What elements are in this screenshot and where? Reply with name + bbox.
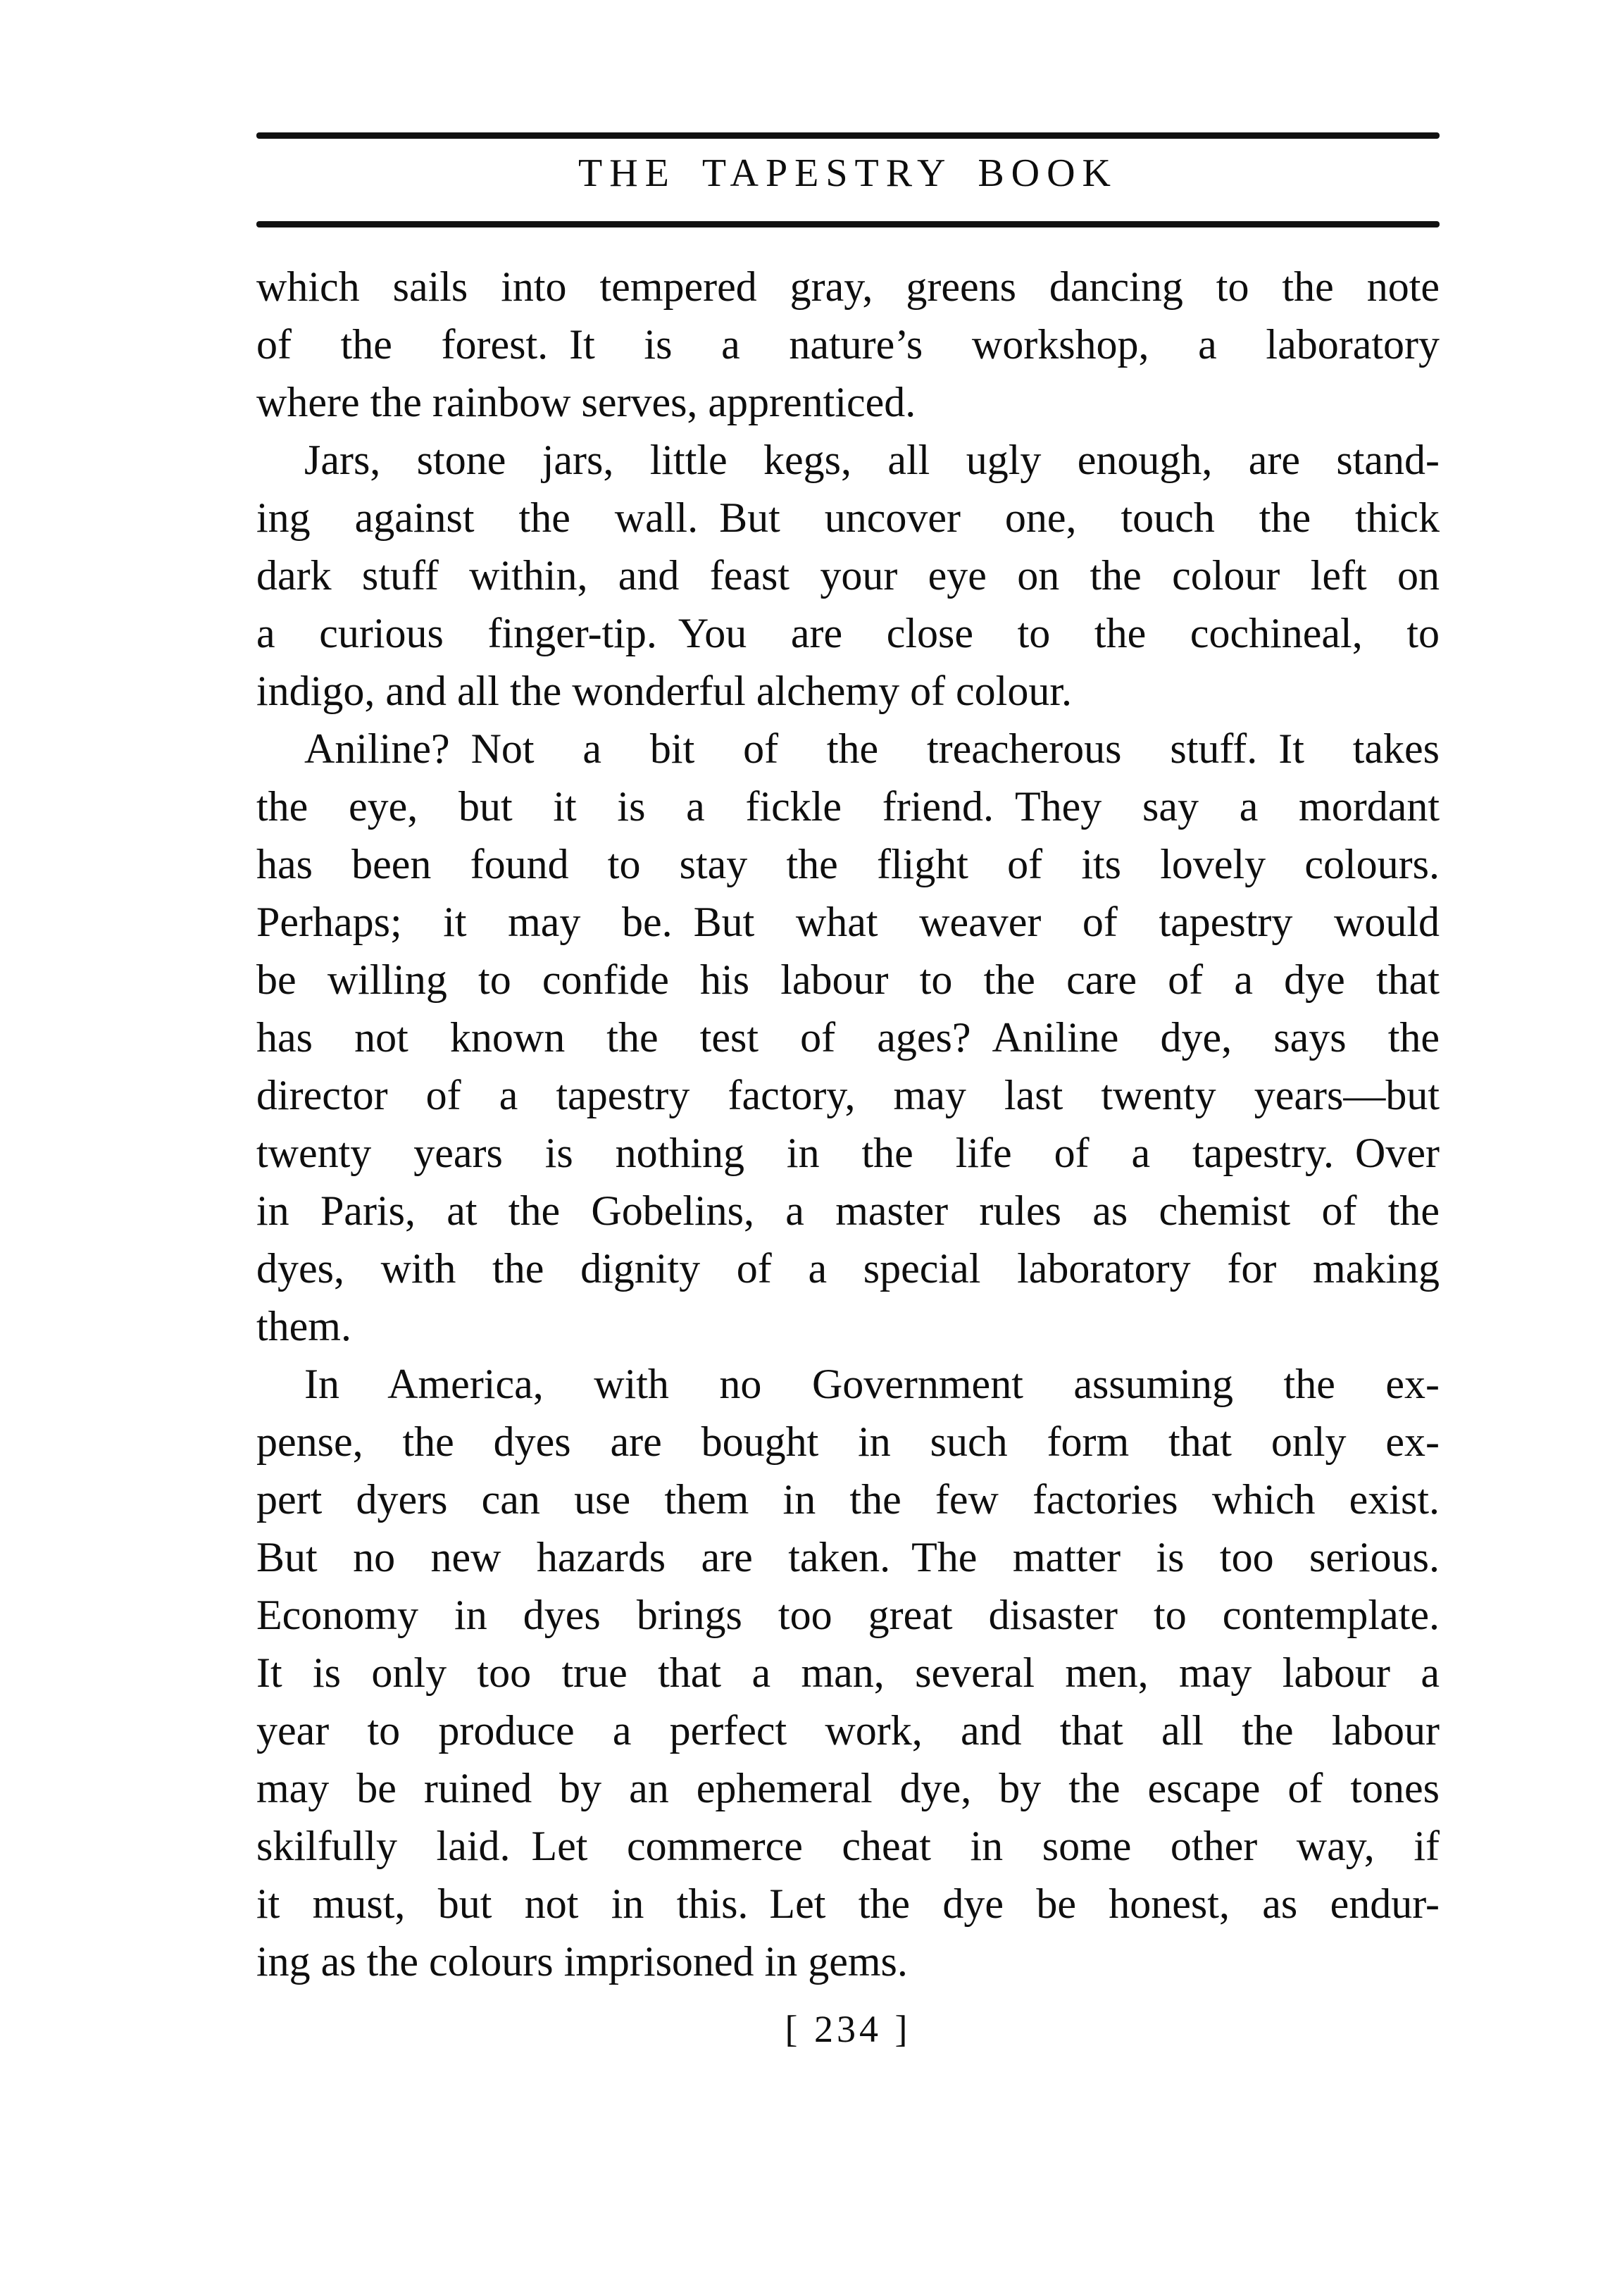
- body-line: which sails into tempered gray, greens dancing to the note: [256, 263, 1440, 310]
- header-rule-top: [256, 132, 1440, 139]
- body-line: a curious finger-tip. You are close to the cochineal, to: [256, 610, 1440, 656]
- body-line: them.: [256, 1303, 351, 1349]
- body-line: It is only too true that a man, several men, may labour a: [256, 1649, 1440, 1696]
- body-line: has been found to stay the flight of its lovely colours.: [256, 841, 1440, 887]
- body-line: Jars, stone jars, little kegs, all ugly enough, are stand-: [304, 437, 1440, 483]
- body-line: skilfully laid. Let commerce cheat in some other way, if: [256, 1823, 1440, 1869]
- body-line: pense, the dyes are bought in such form that only ex-: [256, 1418, 1440, 1465]
- body-line: of the forest. It is a nature’s workshop, a laboratory: [256, 321, 1440, 368]
- body-line: it must, but not in this. Let the dye be honest, as endur-: [256, 1880, 1440, 1927]
- body-line: twenty years is nothing in the life of a tapestry. Over: [256, 1130, 1440, 1176]
- body-line: may be ruined by an ephemeral dye, by the escape of tones: [256, 1765, 1440, 1811]
- body-line: But no new hazards are taken. The matter is too serious.: [256, 1534, 1440, 1580]
- body-line: in Paris, at the Gobelins, a master rules as chemist of the: [256, 1187, 1440, 1234]
- body-line: where the rainbow serves, apprenticed.: [256, 379, 916, 425]
- body-line: Aniline? Not a bit of the treacherous stuff. It takes: [304, 725, 1440, 772]
- running-title: THE TAPESTRY BOOK: [578, 151, 1118, 195]
- body-line: the eye, but it is a fickle friend. They say a mordant: [256, 783, 1440, 830]
- body-line: has not known the test of ages? Aniline dye, says the: [256, 1014, 1440, 1061]
- page-number: [ 234 ]: [785, 2008, 911, 2050]
- body-line: Perhaps; it may be. But what weaver of tapestry would: [256, 899, 1440, 945]
- body-line: In America, with no Government assuming the ex-: [304, 1361, 1440, 1407]
- header-rule-bottom: [256, 221, 1440, 227]
- body-line: indigo, and all the wonderful alchemy of colour.: [256, 668, 1073, 714]
- body-text: [256, 258, 1440, 1990]
- body-line: Economy in dyes brings too great disaster to contemplate.: [256, 1592, 1440, 1638]
- body-line: director of a tapestry factory, may last twenty years—but: [256, 1072, 1440, 1118]
- body-line: ing against the wall. But uncover one, touch the thick: [256, 494, 1440, 541]
- body-line: dyes, with the dignity of a special laboratory for making: [256, 1245, 1440, 1292]
- body-line: pert dyers can use them in the few factories which exist.: [256, 1476, 1440, 1523]
- body-line: year to produce a perfect work, and that all the labour: [256, 1707, 1440, 1754]
- body-line: be willing to confide his labour to the care of a dye that: [256, 956, 1440, 1003]
- body-line: ing as the colours imprisoned in gems.: [256, 1938, 908, 1985]
- body-line: dark stuff within, and feast your eye on the colour left on: [256, 552, 1440, 599]
